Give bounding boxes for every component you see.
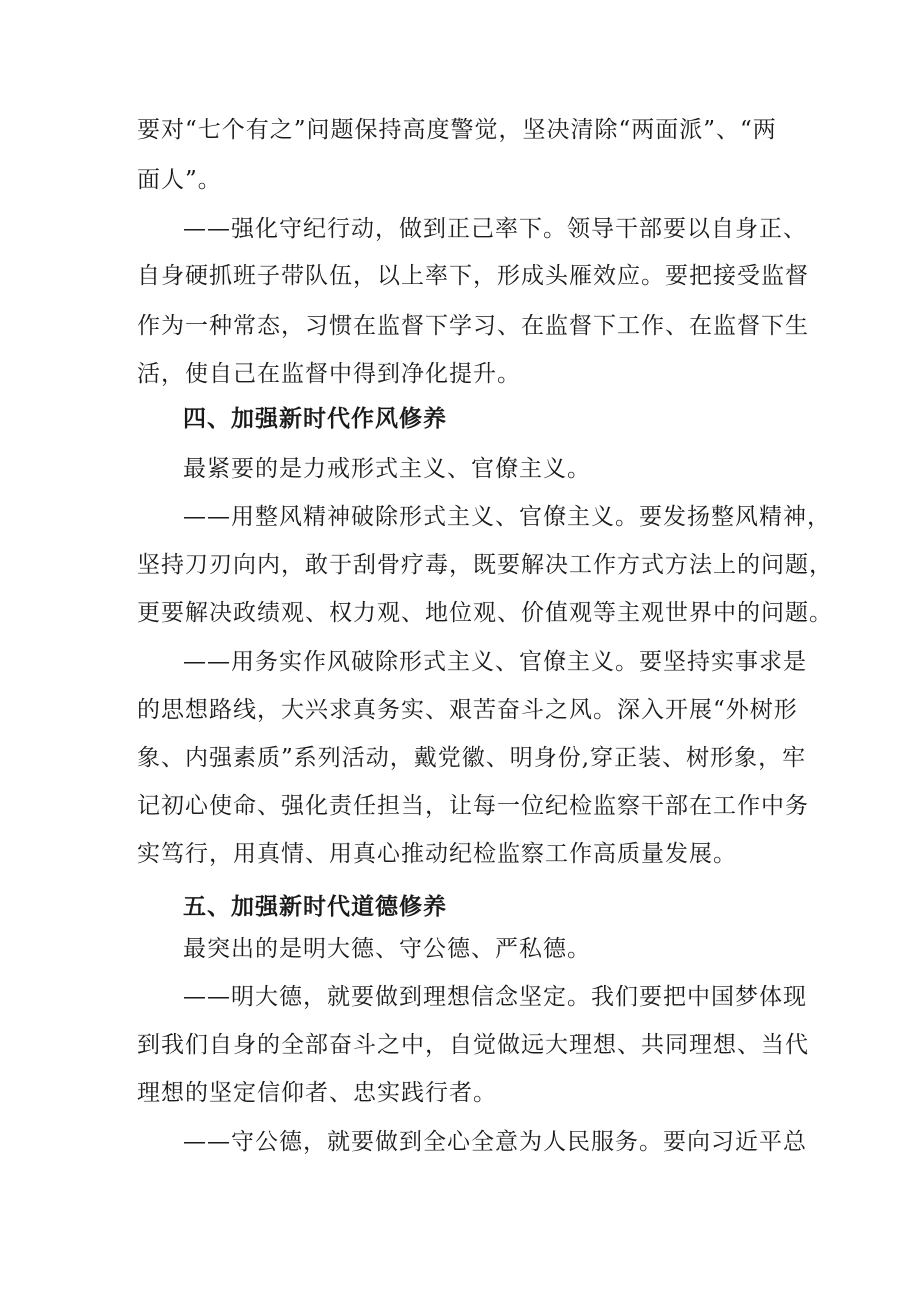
paragraph-line: 理想的坚定信仰者、忠实践行者。: [137, 1080, 497, 1106]
paragraph-line: 的思想路线，大兴求真务实、艰苦奋斗之风。深入开展“外树形: [137, 697, 798, 723]
paragraph-line: 要对“七个有之”问题保持高度警觉，坚决清除“两面派”、“两: [137, 117, 777, 143]
paragraph-line: ——用务实作风破除形式主义、官僚主义。要坚持实事求是: [183, 649, 807, 675]
paragraph-line: 作为一种常态，习惯在监督下学习、在监督下工作、在监督下生: [137, 313, 809, 339]
paragraph-line: ——明大德，就要做到理想信念坚定。我们要把中国梦体现: [183, 984, 807, 1010]
paragraph-line: 坚持刀刃向内，敢于刮骨疗毒，既要解决工作方式方法上的问题，: [137, 552, 833, 578]
paragraph-line: 记初心使命、强化责任担当，让每一位纪检监察干部在工作中务: [137, 793, 809, 819]
paragraph-line: 最突出的是明大德、守公德、严私德。: [183, 936, 591, 962]
paragraph-line: ——用整风精神破除形式主义、官僚主义。要发扬整风精神，: [183, 504, 831, 530]
paragraph-line: 更要解决政绩观、权力观、地位观、价值观等主观世界中的问题。: [137, 600, 833, 626]
paragraph-line: 自身硬抓班子带队伍，以上率下，形成头雁效应。要把接受监督: [137, 263, 809, 289]
section-heading-four: 四、加强新时代作风修养: [183, 406, 447, 432]
paragraph-line: 到我们自身的全部奋斗之中，自觉做远大理想、共同理想、当代: [137, 1032, 809, 1058]
paragraph-line: ——守公德，就要做到全心全意为人民服务。要向习近平总: [183, 1129, 807, 1155]
paragraph-line: ——强化守纪行动，做到正己率下。领导干部要以自身正、: [183, 216, 807, 242]
paragraph-line: 象、内强素质”系列活动，戴党徽、明身份,穿正装、树形象，牢: [137, 745, 807, 771]
section-heading-five: 五、加强新时代道德修养: [183, 894, 447, 920]
paragraph-line: 最紧要的是力戒形式主义、官僚主义。: [183, 456, 591, 482]
paragraph-line: 面人”。: [137, 167, 222, 193]
paragraph-line: 实笃行，用真情、用真心推动纪检监察工作高质量发展。: [137, 841, 737, 867]
paragraph-line: 活，使自己在监督中得到净化提升。: [137, 361, 521, 387]
